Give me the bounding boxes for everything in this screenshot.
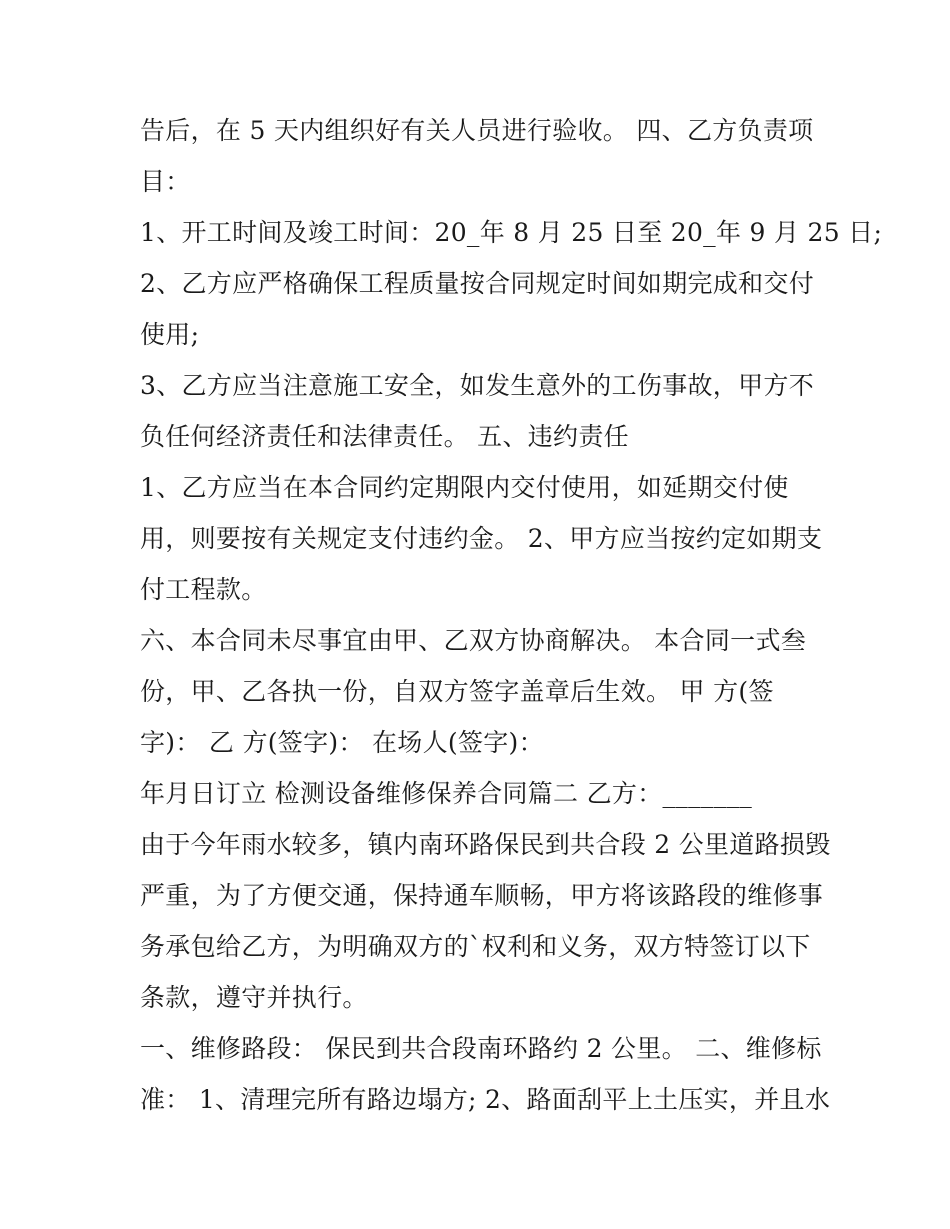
text-line: 使用;: [140, 320, 200, 349]
text-line: 严重，为了方便交通，保持通车顺畅，甲方将该路段的维修事: [140, 881, 824, 910]
text-line: 1、开工时间及竣工时间：20_年 8 月 25 日至 20_年 9 月 25 日;: [140, 218, 883, 247]
text-line: 告后，在 5 天内组织好有关人员进行验收。 四、乙方负责项: [140, 116, 814, 145]
text-line: 一、维修路段： 保民到共合段南环路约 2 公里。 二、维修标: [140, 1034, 822, 1063]
text-line: 1、乙方应当在本合同约定期限内交付使用，如延期交付使: [140, 473, 789, 502]
text-line: 3、乙方应当注意施工安全，如发生意外的工伤事故，甲方不: [140, 371, 815, 400]
text-line: 六、本合同未尽事宜由甲、乙双方协商解决。 本合同一式叁: [140, 626, 807, 655]
text-line: 付工程款。: [140, 575, 267, 604]
text-line: 份，甲、乙各执一份，自双方签字盖章后生效。 甲 方(签: [140, 677, 774, 706]
text-line: 由于今年雨水较多，镇内南环路保民到共合段 2 公里道路损毁: [140, 830, 831, 859]
text-line: 2、乙方应严格确保工程质量按合同规定时间如期完成和交付: [140, 269, 815, 298]
text-line: 用，则要按有关规定支付违约金。 2、甲方应当按约定如期支: [140, 524, 823, 553]
text-line: 条款，遵守并执行。: [140, 983, 368, 1012]
text-line: 准： 1、清理完所有路边塌方; 2、路面刮平上土压实，并且水: [140, 1085, 831, 1114]
text-line: 字)： 乙 方(签字)： 在场人(签字)：: [140, 728, 544, 757]
text-line: 年月日订立 检测设备维修保养合同篇二 乙方：_______: [140, 779, 753, 808]
text-line: 务承包给乙方，为明确双方的`权利和义务，双方特签订以下: [140, 932, 811, 961]
text-line: 目：: [140, 167, 191, 196]
text-line: 负任何经济责任和法律责任。 五、违约责任: [140, 422, 629, 451]
